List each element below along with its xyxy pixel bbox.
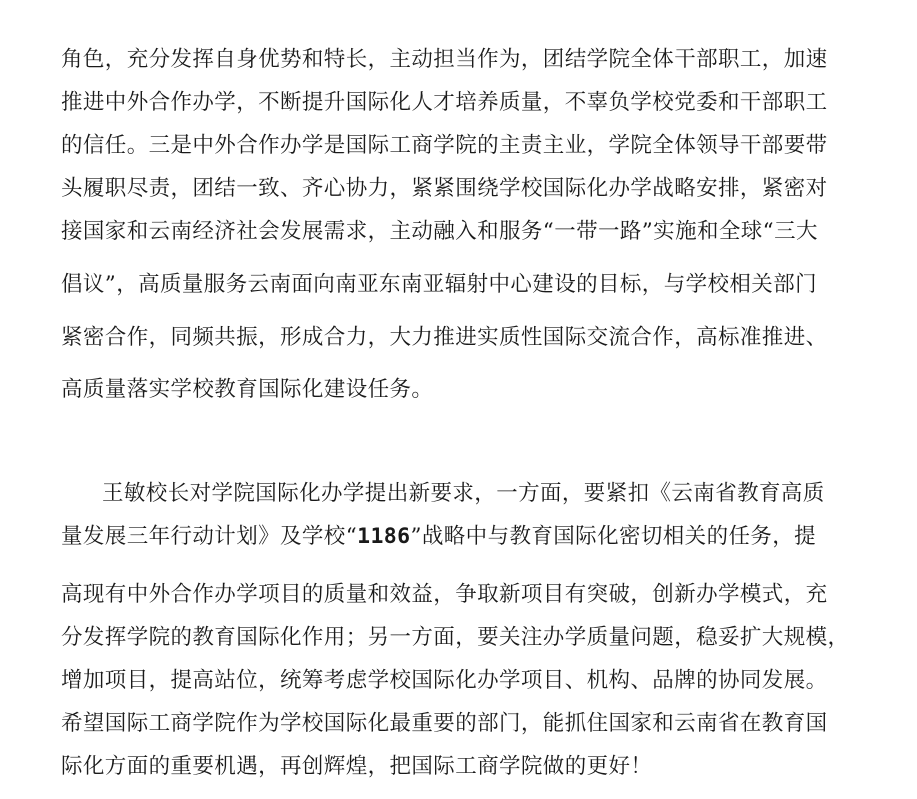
text-segment: 量发展三年行动计划》及学校“: [61, 524, 358, 549]
text-line: 分发挥学院的教育国际化作用；另一方面，要关注办学质量问题，稳妥扩大规模，: [61, 625, 850, 650]
text-line: 希望国际工商学院作为学校国际化最重要的部门，能抓住国家和云南省在教育国: [61, 711, 828, 736]
text-line: 紧密合作，同频共振，形成合力，大力推进实质性国际交流合作，高标准推进、: [61, 325, 828, 350]
strategy-number: 1186: [357, 524, 411, 549]
text-line: [61, 522, 816, 552]
text-segment: ”战略中与教育国际化密切相关的任务，提: [410, 524, 817, 549]
text-line: 头履职尽责，团结一致、齐心协力，紧紧围绕学校国际化办学战略安排，紧密对: [61, 176, 828, 201]
text-line: 高现有中外合作办学项目的质量和效益，争取新项目有突破，创新办学模式，充: [61, 582, 828, 607]
text-line: 际化方面的重要机遇，再创辉煌，把国际工商学院做的更好！: [61, 754, 653, 779]
text-line: 王敏校长对学院国际化办学提出新要求，一方面，要紧扣《云南省教育高质: [102, 481, 825, 506]
text-line: 推进中外合作办学，不断提升国际化人才培养质量，不辜负学校党委和干部职工: [61, 90, 828, 115]
text-line: 的信任。三是中外合作办学是国际工商学院的主责主业，学院全体领导干部要带: [61, 133, 828, 158]
text-line: 增加项目，提高站位，统筹考虑学校国际化办学项目、机构、品牌的协同发展。: [61, 668, 828, 693]
text-line: 角色，充分发挥自身优势和特长，主动担当作为，团结学院全体干部职工，加速: [61, 47, 828, 72]
text-line: 接国家和云南经济社会发展需求，主动融入和服务“一带一路”实施和全球“三大: [61, 219, 818, 244]
text-line: 高质量落实学校教育国际化建设任务。: [61, 377, 434, 402]
text-line: 倡议”，高质量服务云南面向南亚东南亚辐射中心建设的目标，与学校相关部门: [61, 272, 817, 297]
